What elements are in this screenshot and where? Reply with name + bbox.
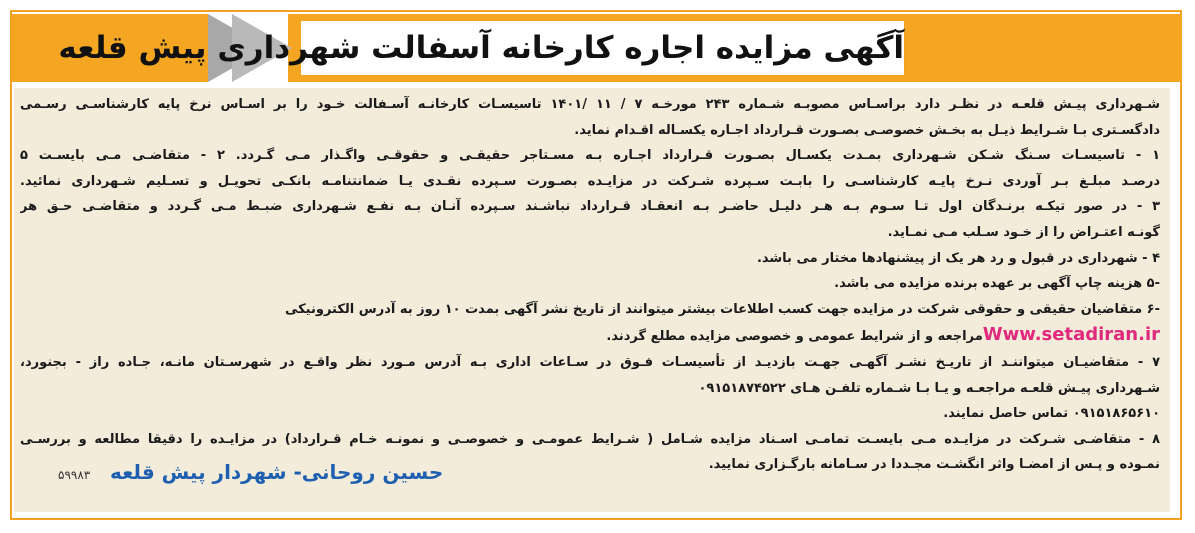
signature: حسین روحانی- شهردار پیش قلعه — [110, 460, 444, 484]
reference-code: ۵۹۹۸۳ — [58, 468, 91, 482]
body-line: دادگسـتری بـا شـرایط ذیـل به بخـش خصوصـی بصـورت قـرارداد اجـاره یکسـاله اقـدام نماید. — [574, 122, 1160, 138]
body-line: ۱ - تاسیسـات سـنگ شـکن شـهرداری بمـدت یکسـال بصـورت قـرارداد اجـاره بـه مسـتاجر حقیقـی و حقوقـی واگـذار مـی گـردد. ۲ - متقاضـی مـی بایسـت ۵ — [20, 148, 1160, 164]
body-line — [20, 322, 1160, 350]
body-text — [20, 92, 1160, 478]
body-line: نمـوده و پـس از امضـا واثر انگشـت مجـددا در سـامانه بارگـزاری نمایید. — [708, 457, 1160, 473]
ad-title: آگهی مزایده اجاره کارخانه آسفالت شهرداری پیش قلعه — [58, 30, 904, 66]
title-box — [58, 20, 905, 76]
body-line: شـهرداری پیـش قلعـه در نظـر دارد براسـاس مصوبـه شـماره ۲۴۳ مورخـه ۷ / ۱۱ /۱۴۰۱ تاسیسـات کارخانـه آسـفالت خـود را بر اسـاس نرخ پایه کارشناسـی رسـمی — [20, 97, 1160, 112]
website-link[interactable]: Www.setadiran.ir — [982, 324, 1160, 346]
ad-body — [14, 88, 1170, 512]
body-line: -۵ هزینه چاپ آگهی بر عهده برنده مزایده می باشد. — [834, 276, 1160, 292]
body-line: شـهرداری پیـش قلعـه مراجعـه و یـا بـا شـماره تلفـن هـای ۰۹۱۵۱۸۷۴۵۲۲ — [698, 380, 1160, 396]
body-line: -۶ متقاضیان حقیقی و حقوقی شرکت در مزایده جهت کسب اطلاعات بیشتر میتوانند از تاریخ نشر آگهی بمدت ۱۰ روز به آدرس الکترونیکی — [284, 301, 1160, 317]
body-line: ۳ - در صور تیکـه برنـدگان اول تـا سـوم بـه هـر دلیـل حاضـر بـه انعقـاد قـرارداد نباشـند سـپرده آنـان بـه نفـع شـهرداری ضبـط مـی گـردد و متقاضـی حـق هر — [20, 199, 1160, 215]
body-line: ۰۹۱۵۱۸۶۵۶۱۰ تماس حاصل نمایند. — [943, 406, 1160, 422]
body-line: درصـد مبلـغ بـر آوردی نـرخ پایـه کارشناسـی را بابـت سـپرده شـرکت در مزایـده بصـورت سـپرده نقـدی یـا ضمانتنامـه بانکـی تحویـل و تسـلیم شـهرداری نمائید. — [20, 173, 1160, 189]
body-line-text: مراجعه و از شرایط عمومی و خصوصی مزایده مطلع گردند. — [606, 329, 983, 345]
body-line: ۷ - متقاضیـان میتواننـد از تاریـخ نشـر آگهـی جهـت بازدیـد از تأسیسـات فـوق در سـاعات اداری بـه آدرس مـورد نظر واقـع در شهرسـتان مانـه، جـاده راز - بجنورد، — [20, 354, 1160, 370]
body-line: ۸ - متقاضـی شـرکت در مزایـده مـی بایسـت تمامـی اسـناد مزایده شـامل ( شـرایط عمومـی و خصوصـی و نمونـه خـام قـرارداد) در مزایـده را دقیقا مطالعه و بررسـی — [20, 431, 1160, 447]
body-line: ۴ - شهرداری در قبول و رد هر یک از پیشنهادها مختار می باشد. — [756, 250, 1160, 266]
body-line: گونـه اعتـراض را از خـود سـلب مـی نمـاید. — [887, 224, 1160, 240]
